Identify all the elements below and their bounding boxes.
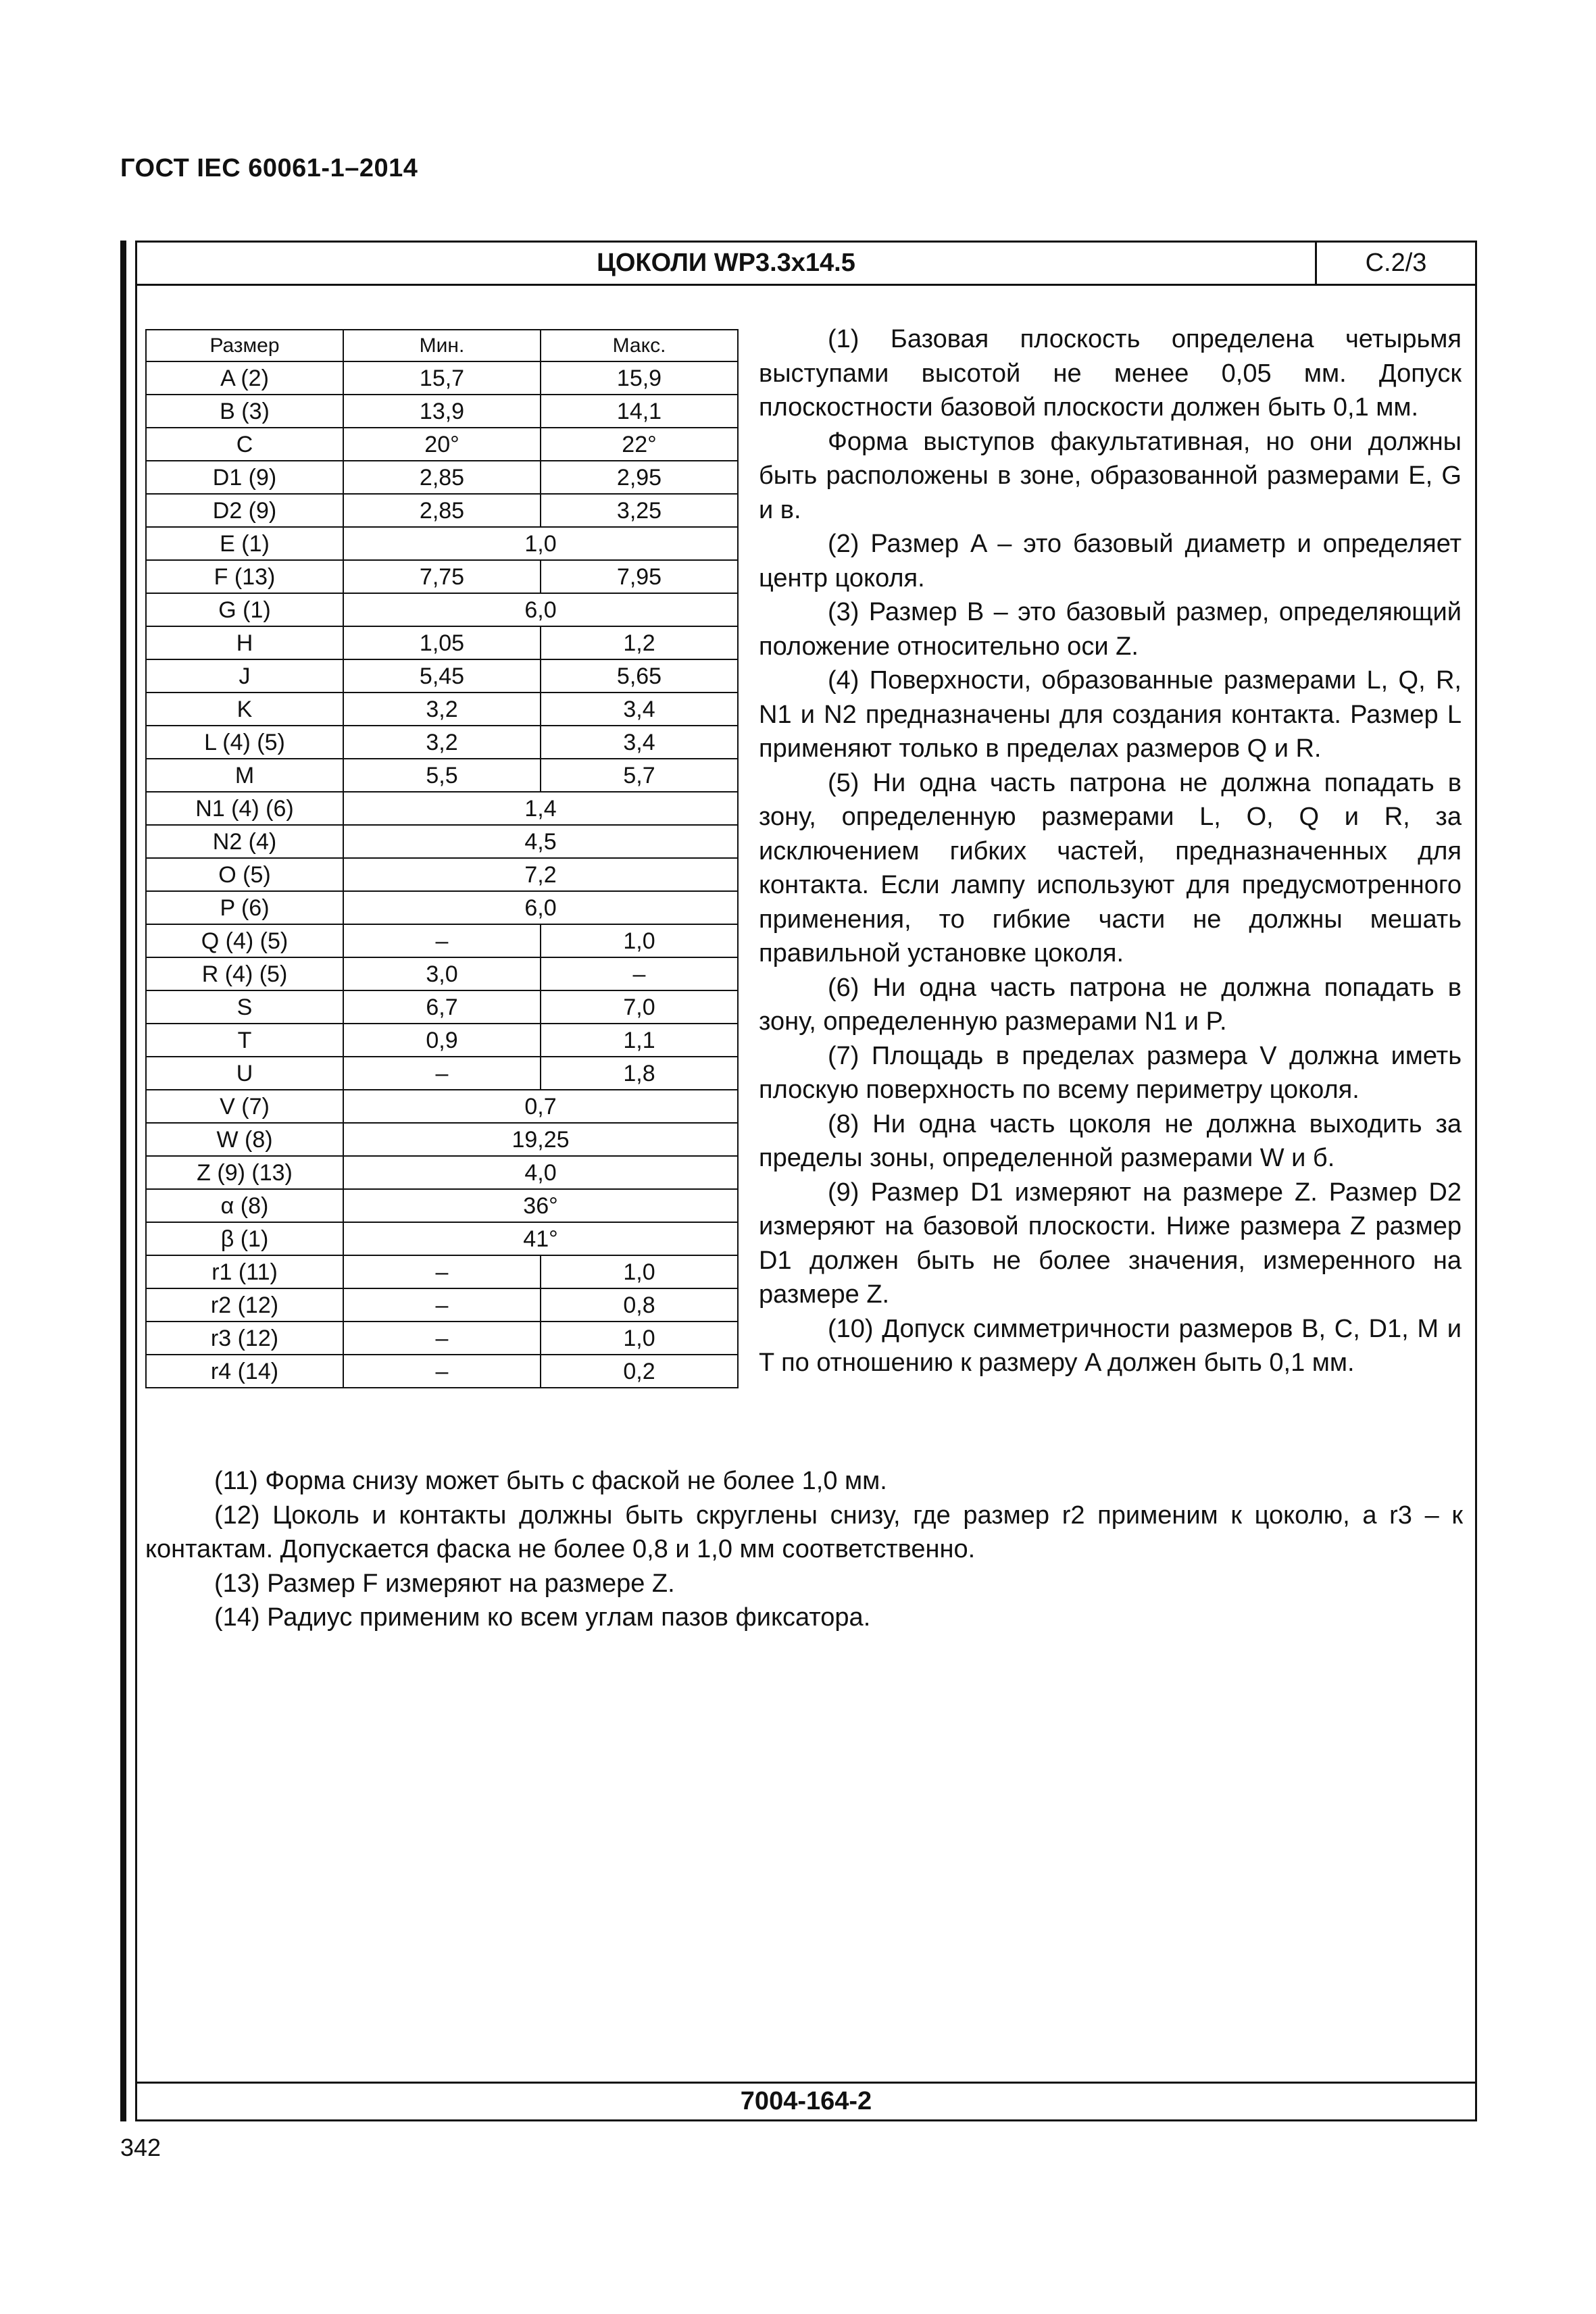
cell-size: D2 (9) [146, 494, 343, 527]
cell-max: 1,2 [541, 626, 738, 659]
cell-value: 36° [343, 1189, 738, 1222]
note-paragraph: (7) Площадь в пределах размера V должна иметь плоскую поверхность по всему периметру цоколя. [759, 1041, 1462, 1104]
cell-max: 22° [541, 428, 738, 461]
cell-min: – [343, 924, 541, 957]
sheet-footer-code: 7004-164-2 [137, 2082, 1475, 2119]
cell-max: 15,9 [541, 361, 738, 395]
cell-size: S [146, 990, 343, 1024]
cell-max: 0,8 [541, 1288, 738, 1322]
cell-max: 1,0 [541, 924, 738, 957]
cell-size: N2 (4) [146, 825, 343, 858]
cell-value: 6,0 [343, 891, 738, 924]
cell-size: V (7) [146, 1090, 343, 1123]
cell-min: 5,5 [343, 759, 541, 792]
cell-size: B (3) [146, 395, 343, 428]
table-row [146, 891, 738, 924]
cell-max: 3,25 [541, 494, 738, 527]
table-row [146, 626, 738, 659]
table-row [146, 1322, 738, 1355]
table-row [146, 924, 738, 957]
cell-value: 1,0 [343, 527, 738, 560]
cell-min: 13,9 [343, 395, 541, 428]
cell-size: O (5) [146, 858, 343, 891]
cell-min: 15,7 [343, 361, 541, 395]
cell-size: W (8) [146, 1123, 343, 1156]
table-row [146, 693, 738, 726]
note-paragraph: (5) Ни одна часть патрона не должна попадать в зону, определенную размерами L, O, Q и R, за исключением гибких частей, предназначенных для контакта. Если лампу используют для предусмотренного применения, то гибкие части не должны мешать правильной установке цоколя. [759, 768, 1462, 967]
document-header: ГОСТ IEC 60061-1–2014 [120, 154, 418, 182]
sheet-title-row [137, 243, 1475, 286]
column-header-min: Мин. [343, 330, 541, 361]
cell-max: 3,4 [541, 726, 738, 759]
cell-max: 5,7 [541, 759, 738, 792]
cell-min: 20° [343, 428, 541, 461]
cell-max: 14,1 [541, 395, 738, 428]
cell-value: 0,7 [343, 1090, 738, 1123]
note-paragraph: Форма выступов факультативная, но они должны быть расположены в зоне, образованной размерами E, G и в. [759, 427, 1462, 524]
cell-size: A (2) [146, 361, 343, 395]
table-row [146, 1288, 738, 1322]
dimensions-table [145, 329, 739, 1388]
sheet-title: ЦОКОЛИ WP3.3x14.5 [137, 243, 1317, 284]
cell-size: C [146, 428, 343, 461]
table-row [146, 858, 738, 891]
cell-min: 2,85 [343, 461, 541, 494]
cell-size: r1 (11) [146, 1255, 343, 1288]
notes-right-column [759, 322, 1462, 1380]
cell-max: 1,8 [541, 1057, 738, 1090]
cell-value: 1,4 [343, 792, 738, 825]
cell-size: β (1) [146, 1222, 343, 1255]
cell-size: T [146, 1024, 343, 1057]
cell-size: R (4) (5) [146, 957, 343, 990]
notes-bottom-block [145, 1464, 1463, 1635]
note-paragraph: (9) Размер D1 измеряют на размере Z. Размер D2 измеряют на базовой плоскости. Ниже размера Z размер D1 должен быть не более значения, измеренного на размере Z. [759, 1178, 1462, 1309]
table-row [146, 1156, 738, 1189]
table-row [146, 560, 738, 593]
cell-size: E (1) [146, 527, 343, 560]
cell-max: 7,95 [541, 560, 738, 593]
table-row [146, 593, 738, 626]
cell-min: 3,2 [343, 726, 541, 759]
note-paragraph: (8) Ни одна часть цоколя не должна выходить за пределы зоны, определенной размерами W и б. [759, 1109, 1462, 1172]
column-header-size: Размер [146, 330, 343, 361]
cell-min: 2,85 [343, 494, 541, 527]
cell-value: 4,0 [343, 1156, 738, 1189]
cell-max: 7,0 [541, 990, 738, 1024]
cell-min: 1,05 [343, 626, 541, 659]
cell-size: H [146, 626, 343, 659]
cell-min: 3,0 [343, 957, 541, 990]
table-row [146, 792, 738, 825]
note-paragraph: (12) Цоколь и контакты должны быть скруглены снизу, где размер r2 применим к цоколю, а r3 – к контактам. Допускается фаска не более 0,8 и 1,0 мм соответственно. [145, 1501, 1463, 1563]
cell-size: α (8) [146, 1189, 343, 1222]
margin-bar [120, 241, 126, 2121]
cell-size: J [146, 659, 343, 693]
cell-min: 6,7 [343, 990, 541, 1024]
cell-value: 41° [343, 1222, 738, 1255]
cell-value: 7,2 [343, 858, 738, 891]
table-row [146, 1222, 738, 1255]
note-paragraph: (3) Размер B – это базовый размер, определяющий положение относительно оси Z. [759, 598, 1462, 661]
cell-size: M [146, 759, 343, 792]
table-row [146, 759, 738, 792]
cell-max: 0,2 [541, 1355, 738, 1388]
table-row [146, 659, 738, 693]
table-row [146, 1189, 738, 1222]
cell-min: – [343, 1322, 541, 1355]
cell-size: N1 (4) (6) [146, 792, 343, 825]
table-row [146, 1355, 738, 1388]
cell-value: 4,5 [343, 825, 738, 858]
cell-max: 1,0 [541, 1322, 738, 1355]
table-body [146, 361, 738, 1388]
sheet-reference: С.2/3 [1365, 249, 1427, 277]
table-row [146, 1057, 738, 1090]
table-header-row [146, 330, 738, 361]
cell-min: – [343, 1288, 541, 1322]
cell-size: r4 (14) [146, 1355, 343, 1388]
cell-min: – [343, 1355, 541, 1388]
cell-min: 3,2 [343, 693, 541, 726]
sheet-frame [135, 241, 1477, 2121]
table-row [146, 1123, 738, 1156]
table-row [146, 990, 738, 1024]
table-row [146, 361, 738, 395]
table-row [146, 1255, 738, 1288]
cell-value: 6,0 [343, 593, 738, 626]
note-paragraph: (2) Размер A – это базовый диаметр и определяет центр цоколя. [759, 530, 1462, 593]
cell-min: 5,45 [343, 659, 541, 693]
cell-min: – [343, 1057, 541, 1090]
note-paragraph: (1) Базовая плоскость определена четырьмя выступами высотой не менее 0,05 мм. Допуск плоскостности базовой плоскости должен быть 0,1 мм. [759, 325, 1462, 422]
table-row [146, 825, 738, 858]
cell-size: r3 (12) [146, 1322, 343, 1355]
note-paragraph: (4) Поверхности, образованные размерами L, Q, R, N1 и N2 предназначены для создания контакта. Размер L применяют только в пределах размеров Q и R. [759, 666, 1462, 763]
cell-max: 5,65 [541, 659, 738, 693]
cell-min: 0,9 [343, 1024, 541, 1057]
cell-size: L (4) (5) [146, 726, 343, 759]
table-row [146, 726, 738, 759]
table-row [146, 395, 738, 428]
cell-size: Q (4) (5) [146, 924, 343, 957]
column-header-max: Макс. [541, 330, 738, 361]
cell-size: P (6) [146, 891, 343, 924]
table-row [146, 461, 738, 494]
cell-max: 2,95 [541, 461, 738, 494]
cell-size: G (1) [146, 593, 343, 626]
cell-size: D1 (9) [146, 461, 343, 494]
note-paragraph: (11) Форма снизу может быть с фаской не более 1,0 мм. [214, 1467, 887, 1495]
cell-size: r2 (12) [146, 1288, 343, 1322]
table-row [146, 428, 738, 461]
table-row [146, 957, 738, 990]
table-row [146, 527, 738, 560]
cell-size: F (13) [146, 560, 343, 593]
cell-max: 3,4 [541, 693, 738, 726]
cell-value: 19,25 [343, 1123, 738, 1156]
note-paragraph: (13) Размер F измеряют на размере Z. [214, 1569, 675, 1598]
cell-max: – [541, 957, 738, 990]
table-row [146, 1090, 738, 1123]
table-row [146, 494, 738, 527]
note-paragraph: (10) Допуск симметричности размеров B, C, D1, M и T по отношению к размеру A должен быть 0,1 мм. [759, 1314, 1462, 1377]
cell-max: 1,0 [541, 1255, 738, 1288]
cell-size: Z (9) (13) [146, 1156, 343, 1189]
page-number: 342 [120, 2134, 161, 2161]
cell-min: 7,75 [343, 560, 541, 593]
cell-max: 1,1 [541, 1024, 738, 1057]
cell-min: – [343, 1255, 541, 1288]
cell-size: U [146, 1057, 343, 1090]
note-paragraph: (14) Радиус применим ко всем углам пазов фиксатора. [214, 1603, 871, 1632]
note-paragraph: (6) Ни одна часть патрона не должна попадать в зону, определенную размерами N1 и P. [759, 973, 1462, 1036]
table-row [146, 1024, 738, 1057]
cell-size: K [146, 693, 343, 726]
